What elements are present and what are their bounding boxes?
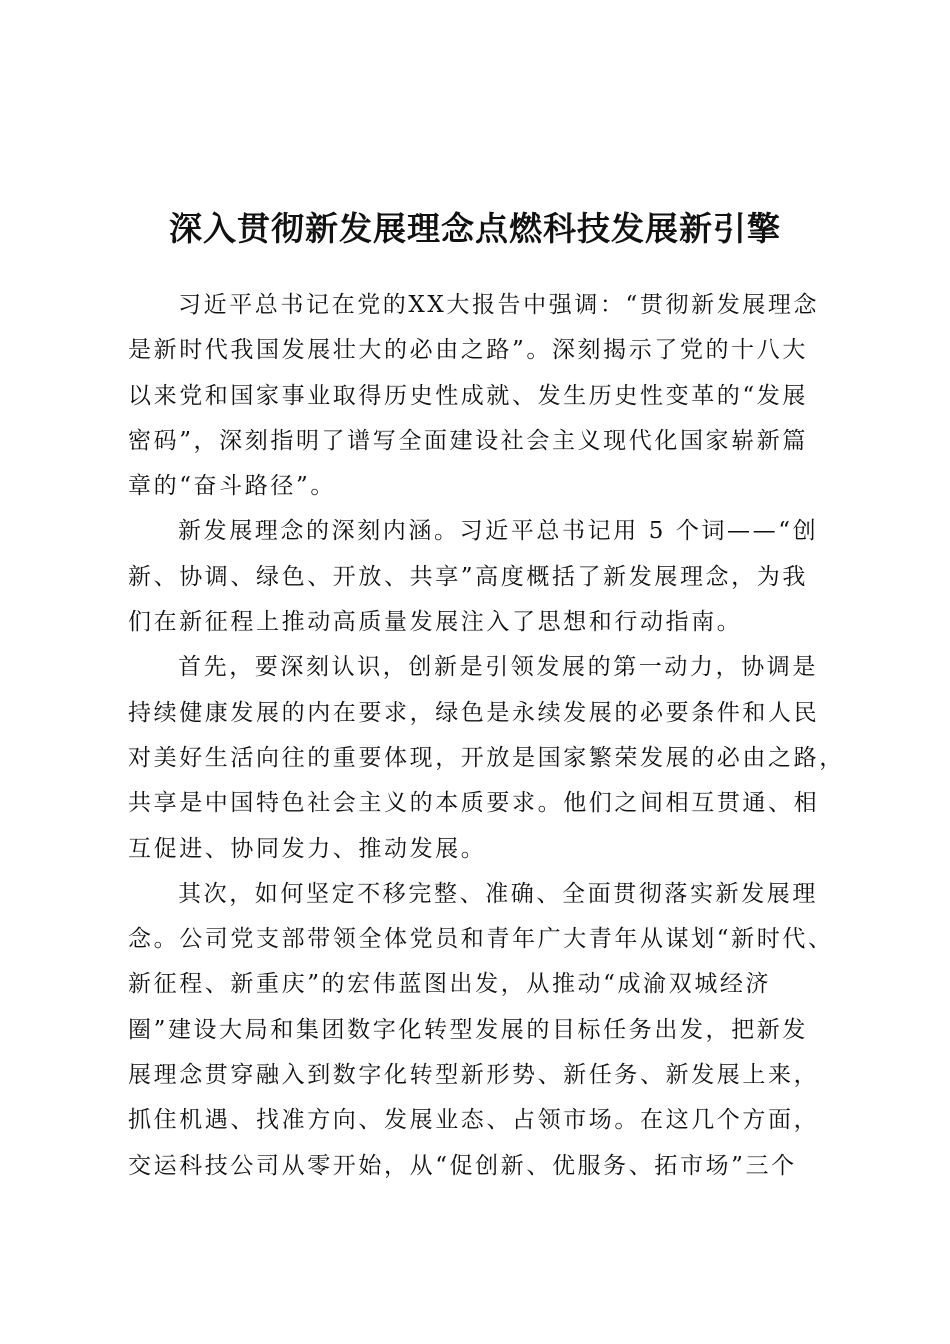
text-line: 抓住机遇、找准方向、发展业态、占领市场。在这几个方面，: [128, 1107, 820, 1134]
text-line: 们在新征程上推动高质量发展注入了思想和行动指南。: [128, 609, 743, 636]
document-title: 深入贯彻新发展理念点燃科技发展新引擎: [169, 209, 781, 248]
text-line: 其次，如何坚定不移完整、准确、全面贯彻落实新发展理: [178, 880, 818, 907]
text-line: 持续健康发展的内在要求，绿色是永续发展的必要条件和人民: [128, 699, 820, 726]
text-line: 首先，要深刻认识，创新是引领发展的第一动力，协调是: [178, 654, 818, 681]
text-line: 共享是中国特色社会主义的本质要求。他们之间相互贯通、相: [128, 790, 820, 817]
text-line: 圈”建设大局和集团数字化转型发展的目标任务出发，把新发: [128, 1016, 808, 1043]
text-line: 互促进、协同发力、推动发展。: [128, 835, 487, 862]
text-line: 新发展理念的深刻内涵。习近平总书记用 5 个词——“创: [178, 518, 819, 545]
text-line: 以来党和国家事业取得历史性成就、发生历史性变革的“发展: [128, 382, 808, 409]
text-line: 新、协调、绿色、开放、共享”高度概括了新发展理念，为我: [128, 563, 808, 590]
text-line: 是新时代我国发展壮大的必由之路”。深刻揭示了党的十八大: [128, 337, 808, 364]
text-line: 对美好生活向往的重要体现，开放是国家繁荣发展的必由之路，: [128, 744, 845, 771]
text-line: 密码”，深刻指明了谱写全面建设社会主义现代化国家崭新篇: [128, 427, 808, 454]
text-line: 交运科技公司从零开始，从“促创新、优服务、拓市场”三个: [128, 1152, 797, 1179]
text-line: 新征程、新重庆”的宏伟蓝图出发，从推动“成渝双城经济: [128, 971, 772, 998]
text-line: 念。公司党支部带领全体党员和青年广大青年从谋划“新时代、: [128, 926, 834, 953]
text-line: 章的“奋斗路径”。: [128, 473, 336, 500]
document-body: [128, 283, 845, 1189]
text-line: 习近平总书记在党的XX大报告中强调：“贯彻新发展理念: [178, 292, 820, 318]
text-line: 展理念贯穿融入到数字化转型新形势、新任务、新发展上来，: [128, 1062, 820, 1089]
